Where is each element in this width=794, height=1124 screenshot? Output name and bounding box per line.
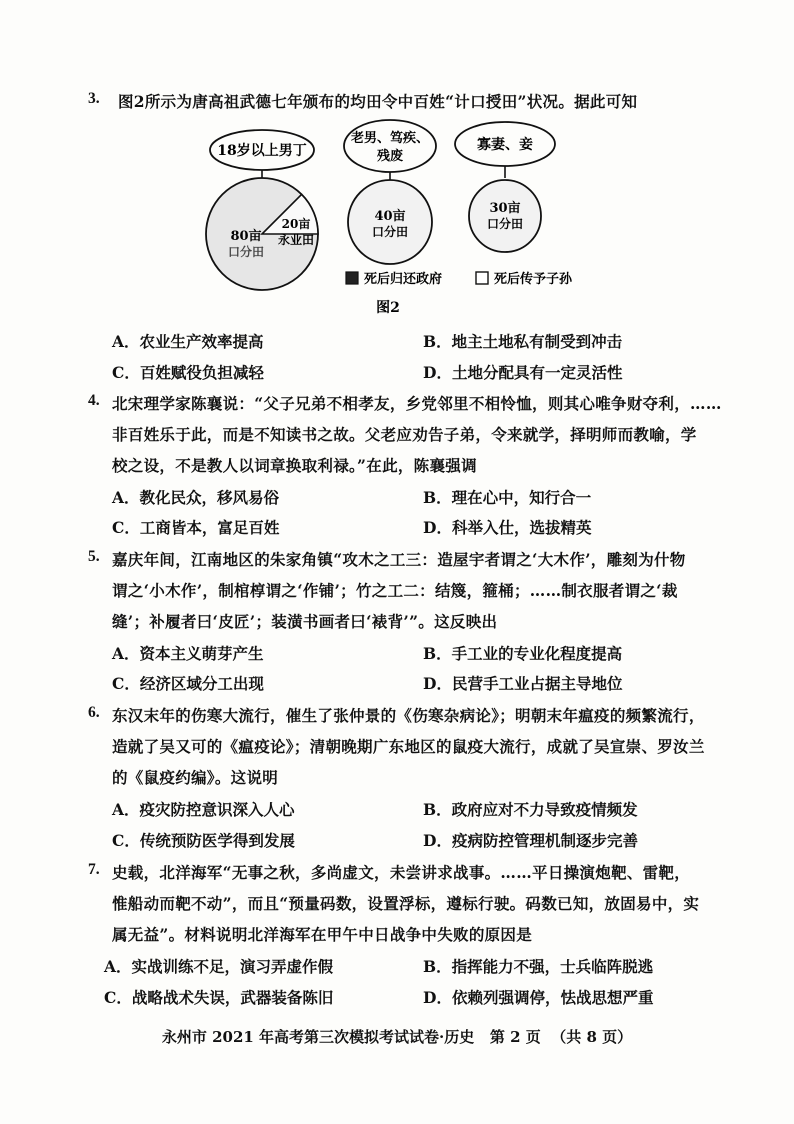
label-elderly-disabled-line2: 残废 bbox=[376, 149, 404, 164]
q5-option-b: B．手工业的专业化程度提高 bbox=[423, 644, 623, 663]
question-6-number: 6. bbox=[88, 704, 100, 721]
q5-option-c: C．经济区域分工出现 bbox=[112, 674, 264, 693]
circle-widows-concubines bbox=[469, 180, 541, 252]
figure-caption: 图2 bbox=[376, 300, 400, 316]
legend-text-return: 死后归还政府 bbox=[364, 272, 443, 287]
q7-option-c: C．战略战术失误，武器装备陈旧 bbox=[104, 988, 334, 1007]
label-elderly-disabled-line1: 老男、笃疾、 bbox=[350, 131, 430, 146]
q4-option-d: D．科举入仕，选拔精英 bbox=[423, 518, 592, 537]
pie-80mu-sub: 口分田 bbox=[227, 245, 265, 259]
question-6-line-3: 的《鼠疫约编》。这说明 bbox=[112, 768, 279, 787]
q3-option-d: D．土地分配具有一定灵活性 bbox=[423, 363, 623, 382]
circle-40mu-value: 40亩 bbox=[374, 209, 406, 224]
figure-2-land-allocation-diagram bbox=[0, 118, 794, 358]
legend-swatch-return bbox=[346, 272, 358, 284]
circle-30mu-sub: 口分田 bbox=[486, 217, 524, 231]
q4-option-c: C．工商皆本，富足百姓 bbox=[112, 518, 280, 537]
question-7-line-2: 惟船动而靶不动”，而且“预量码数，设置浮标，遵标行驶。码数已知，放固易中，实 bbox=[112, 894, 700, 913]
pie-20mu-sub: 永业田 bbox=[277, 233, 315, 247]
question-6-line-2: 造就了吴又可的《瘟疫论》；清朝晚期广东地区的鼠疫大流行，成就了吴宣崇、罗汝兰 bbox=[112, 737, 705, 756]
q6-option-d: D．疫病防控管理机制逐步完善 bbox=[423, 831, 638, 850]
label-bubble-elderly-disabled bbox=[344, 120, 436, 172]
circle-30mu-value: 30亩 bbox=[489, 201, 521, 216]
page-footer: 永州市 2021 年高考第三次模拟考试试卷·历史 第 2 页 （共 8 页） bbox=[161, 1028, 633, 1046]
q6-option-c: C．传统预防医学得到发展 bbox=[112, 831, 295, 850]
pie-80mu-value: 80亩 bbox=[230, 229, 262, 244]
question-4-line-3: 校之设，不是教人以词章换取利禄。”在此，陈襄强调 bbox=[112, 456, 477, 475]
q6-option-b: B．政府应对不力导致疫情频发 bbox=[423, 800, 638, 819]
question-4-line-1: 北宋理学家陈襄说：“父子兄弟不相孝友，乡党邻里不相怜恤，则其心唯争财夺利，…… bbox=[112, 394, 722, 413]
question-6-line-1: 东汉末年的伤寒大流行，催生了张仲景的《伤寒杂病论》；明朝末年瘟疫的频繁流行， bbox=[112, 706, 705, 725]
question-7-line-1: 史载，北洋海军“无事之秋，多尚虚文，未尝讲求战事。……平日操演炮靶、雷靶， bbox=[112, 863, 691, 882]
q5-option-a: A．资本主义萌芽产生 bbox=[112, 644, 264, 663]
q5-option-d: D．民营手工业占据主导地位 bbox=[423, 674, 623, 693]
q7-option-a: A．实战训练不足，演习弄虚作假 bbox=[104, 957, 334, 976]
question-3-stem: 图2所示为唐高祖武德七年颁布的均田令中百姓“计口授田”状况。据此可知 bbox=[118, 92, 638, 111]
q4-option-b: B．理在心中，知行合一 bbox=[423, 488, 592, 507]
question-5-line-2: 谓之‘小木作’，制棺椁谓之‘作铺’；竹之工二：结篾，箍桶；……制衣服者谓之‘裁 bbox=[112, 581, 678, 600]
circle-40mu-sub: 口分田 bbox=[371, 225, 409, 239]
q7-option-b: B．指挥能力不强，士兵临阵脱逃 bbox=[423, 957, 654, 976]
question-4-number: 4. bbox=[88, 392, 100, 409]
label-widows-concubines: 寡妻、妾 bbox=[477, 137, 533, 153]
question-5-line-3: 缝’；补履者曰‘皮匠’；装潢书画者曰‘裱背’”。这反映出 bbox=[112, 612, 498, 631]
legend-text-inherit: 死后传予子孙 bbox=[494, 272, 573, 287]
question-7-line-3: 属无益”。材料说明北洋海军在甲午中日战争中失败的原因是 bbox=[112, 925, 533, 944]
q7-option-d: D．依赖列强调停，怯战思想严重 bbox=[423, 988, 654, 1007]
question-7-number: 7. bbox=[88, 861, 100, 878]
question-5-line-1: 嘉庆年间，江南地区的朱家角镇“攻木之工三：造屋宇者谓之‘大木作’，雕刻为什物 bbox=[112, 550, 686, 569]
q3-option-a: A．农业生产效率提高 bbox=[112, 332, 264, 351]
legend-swatch-inherit bbox=[476, 272, 488, 284]
q4-option-a: A．教化民众，移风易俗 bbox=[112, 488, 280, 507]
q3-option-b: B．地主土地私有制受到冲击 bbox=[423, 332, 623, 351]
label-adult-males: 18岁以上男丁 bbox=[217, 143, 307, 159]
question-4-line-2: 非百姓乐于此，而是不知读书之故。父老应劝告子弟，令来就学，择明师而教喻，学 bbox=[112, 425, 697, 444]
q6-option-a: A．疫灾防控意识深入人心 bbox=[112, 800, 295, 819]
pie-20mu-value: 20亩 bbox=[281, 217, 311, 231]
question-3-number: 3. bbox=[88, 90, 100, 107]
q3-option-c: C．百姓赋役负担减轻 bbox=[112, 363, 264, 382]
question-5-number: 5. bbox=[88, 548, 100, 565]
